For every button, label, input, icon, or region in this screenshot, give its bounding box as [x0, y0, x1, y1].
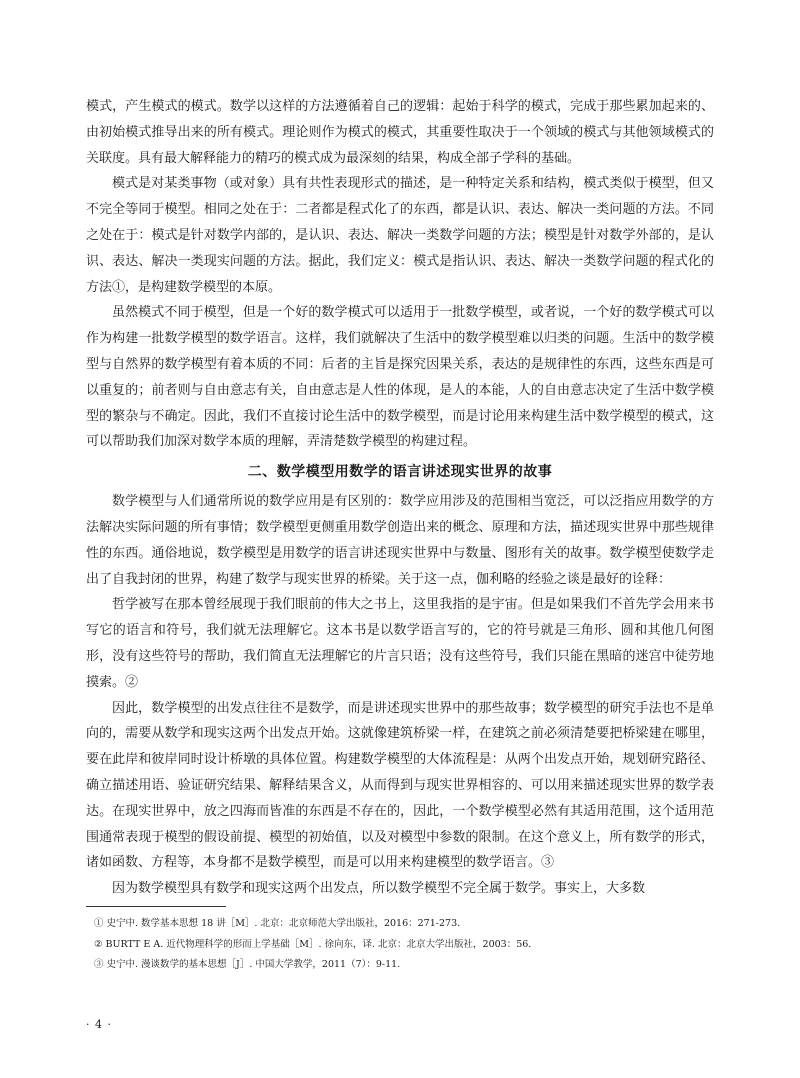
quotation-paragraph: 哲学被写在那本曾经展现于我们眼前的伟大之书上，这里我指的是宇宙。但是如果我们不首先学会用来书写它的语言和符号，我们就无法理解它。这本书是以数学语言写的，它的符号就是三角形、圆和其他几何图形，没有这些符号的帮助，我们简直无法理解它的片言只语；没有这些符号，我们只能在黑暗的迷宫中徒劳地摸索。② — [86, 597, 714, 690]
footnote-1: ① 史宁中. 数学基本思想 18 讲［M］. 北京：北京师范大学出版社，2016：271-273. — [94, 918, 461, 929]
footnote-3: ③ 史宁中. 漫谈数学的基本思想［J］. 中国大学教学，2011（7）：9-11. — [94, 959, 401, 970]
paragraph-6: 因为数学模型具有数学和现实这两个出发点，所以数学模型不完全属于数学。事实上，大多数 — [112, 881, 646, 897]
footnotes — [94, 914, 714, 976]
paragraph-3: 虽然模式不同于模型，但是一个好的数学模式可以适用于一批数学模型，或者说，一个好的数学模式可以作为构建一批数学模型的数学语言。这样，我们就解决了生活中的数学模型难以归类的问题。生活中的数学模型与自然界的数学模型有着本质的不同：后者的主旨是探究因果关系，表达的是规律性的东西，这些东西是可以重复的；前者则与自由意志有关，自由意志是人性的体现，是人的本能，人的自由意志决定了生活中数学模型的繁杂与不确定。因此，我们不直接讨论生活中的数学模型，而是讨论用来构建生活中数学模型的模式，这可以帮助我们加深对数学本质的理解，弄清楚数学模型的构建过程。 — [86, 305, 714, 450]
page-number: · 4 · — [86, 1018, 112, 1031]
section-heading: 二、数学模型用数学的语言讲述现实世界的故事 — [247, 464, 553, 481]
body-text — [86, 94, 714, 902]
paragraph-4: 数学模型与人们通常所说的数学应用是有区别的：数学应用涉及的范围相当宽泛，可以泛指应用数学的方法解决实际问题的所有事情；数学模型更侧重用数学创造出来的概念、原理和方法，描述现实世界中那些规律性的东西。通俗地说，数学模型是用数学的语言讲述现实世界中与数量、图形有关的故事。数学模型使数学走出了自我封闭的世界，构建了数学与现实世界的桥梁。关于这一点，伽利略的经验之谈是最好的诠释： — [86, 494, 714, 587]
paragraph-5: 因此，数学模型的出发点往往不是数学，而是讲述现实世界中的那些故事；数学模型的研究手法也不是单向的，需要从数学和现实这两个出发点开始。这就像建筑桥梁一样，在建筑之前必须清楚要把桥梁建在哪里，要在此岸和彼岸同时设计桥墩的具体位置。构建数学模型的大体流程是：从两个出发点开始，规划研究路径、确立描述用语、验证研究结果、解释结果含义，从而得到与现实世界相容的、可以用来描述现实世界的数学表达。在现实世界中，放之四海而皆准的东西是不存在的，因此，一个数学模型必然有其适用范围，这个适用范围通常表现于模型的假设前提、模型的初始值，以及对模型中参数的限制。在这个意义上，所有数学的形式，诸如函数、方程等，本身都不是数学模型，而是可以用来构建模型的数学语言。③ — [86, 700, 714, 871]
paragraph-2: 模式是对某类事物（或对象）具有共性表现形式的描述，是一种特定关系和结构，模式类似于模型，但又不完全等同于模型。相同之处在于：二者都是程式化了的东西，都是认识、表达、解决一类问题的方法。不同之处在于：模式是针对数学内部的，是认识、表达、解决一类数学问题的方法；模型是针对数学外部的，是认识、表达、解决一类现实问题的方法。据此，我们定义：模式是指认识、表达、解决一类数学问题的程式化的方法①，是构建数学模型的本原。 — [86, 176, 714, 295]
footnote-divider — [86, 906, 226, 907]
footnote-2: ② BURTT E A. 近代物理科学的形而上学基础［M］. 徐向东，译. 北京：北京大学出版社，2003：56. — [94, 938, 532, 950]
paragraph-1: 模式，产生模式的模式。数学以这样的方法遵循着自己的逻辑：起始于科学的模式，完成于那些累加起来的、由初始模式推导出来的所有模式。理论则作为模式的模式，其重要性取决于一个领域的模式与其他领域模式的关联度。具有最大解释能力的精巧的模式成为最深刻的结果，构成全部子学科的基础。 — [86, 99, 714, 166]
